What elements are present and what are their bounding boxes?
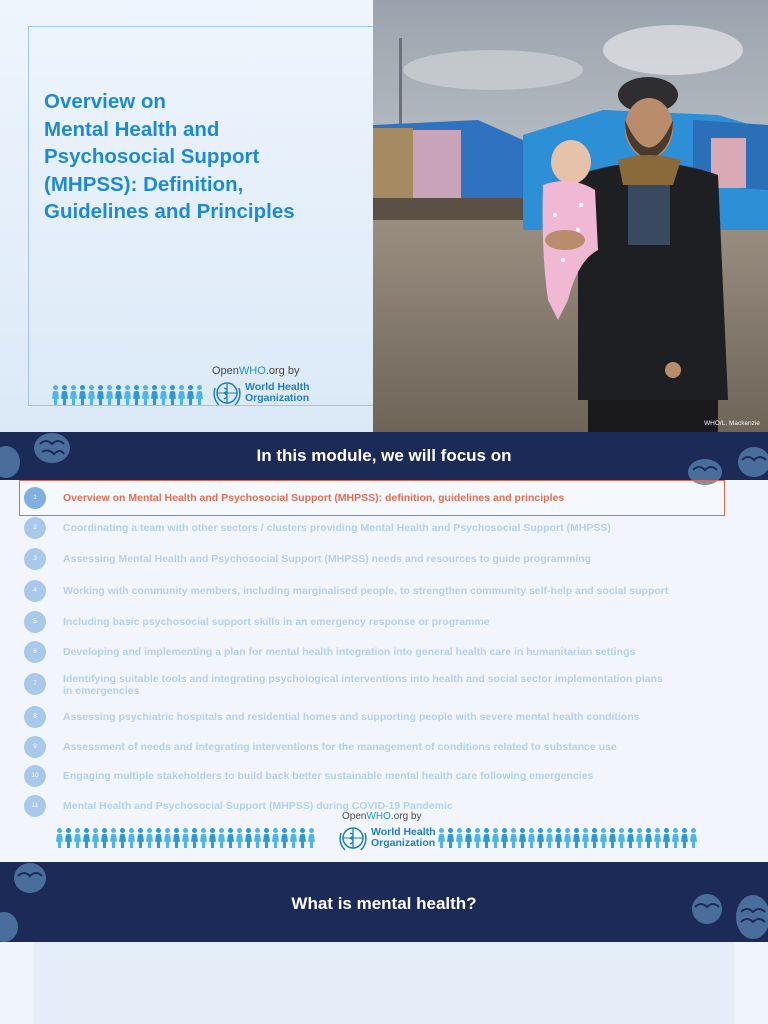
person-icon (447, 828, 454, 848)
module-number: 4 (24, 580, 46, 602)
person-icon (645, 828, 652, 848)
person-icon (690, 828, 697, 848)
person-icon (600, 828, 607, 848)
brain-icon (0, 442, 22, 482)
person-icon (663, 828, 670, 848)
person-icon (236, 828, 243, 848)
who-logo-text (245, 382, 310, 404)
person-icon (200, 828, 207, 848)
person-icon (627, 828, 634, 848)
person-icon (133, 385, 140, 405)
people-icon-row (52, 385, 203, 405)
module-item[interactable] (24, 673, 744, 703)
person-icon (465, 828, 472, 848)
person-icon (83, 828, 90, 848)
module-title: Overview on Mental Health and Psychosocial Support (MHPSS): definition, guidelines and principles (63, 492, 565, 504)
person-icon (196, 385, 203, 405)
who-logo (212, 378, 310, 408)
people-icon-row-right (438, 828, 697, 848)
title-slide (0, 0, 768, 432)
module-number: 5 (24, 611, 46, 633)
brain-icon (734, 892, 768, 942)
course-title (44, 88, 374, 226)
who-logo-line1: World Health (371, 826, 436, 838)
person-icon (52, 385, 59, 405)
module-item[interactable] (24, 765, 744, 789)
module-title: Working with community members, including marginalised people, to strengthen community self-help and social support (63, 585, 669, 597)
module-item[interactable] (24, 611, 744, 635)
module-number: 10 (24, 765, 46, 787)
module-item[interactable] (24, 736, 744, 760)
module-number: 3 (24, 548, 46, 570)
module-title: Assessing Mental Health and Psychosocial Support (MHPSS) needs and resources to guide programming (63, 553, 592, 565)
module-item[interactable] (24, 487, 744, 511)
person-icon (61, 385, 68, 405)
person-icon (492, 828, 499, 848)
module-title: Identifying suitable tools and integrating psychological interventions into health and social sector implementation plans in emergencies (63, 673, 663, 697)
person-icon (146, 828, 153, 848)
module-title: Developing and implementing a plan for mental health integration into general health care in humanitarian settings (63, 646, 636, 658)
person-icon (151, 385, 158, 405)
openwho-brand (212, 365, 299, 377)
module-number: 7 (24, 673, 46, 695)
module-number: 2 (24, 517, 46, 539)
person-icon (74, 828, 81, 848)
brain-icon (690, 892, 724, 926)
brand-org: .org (265, 365, 285, 377)
module-item[interactable] (24, 548, 744, 572)
person-icon (555, 828, 562, 848)
module-item[interactable] (24, 580, 744, 604)
person-icon (137, 828, 144, 848)
person-icon (97, 385, 104, 405)
module-number: 1 (24, 487, 46, 509)
slide-heading: In this module, we will focus on (256, 446, 512, 465)
course-title-line: (MHPSS): Definition, (44, 172, 244, 196)
brand-who: WHO (366, 811, 391, 822)
slide-heading: What is mental health? (291, 894, 477, 913)
brand-by: by (284, 365, 300, 377)
who-emblem-icon (338, 823, 368, 853)
person-icon (119, 828, 126, 848)
person-icon (65, 828, 72, 848)
person-icon (106, 385, 113, 405)
person-icon (142, 385, 149, 405)
module-title: Coordinating a team with other sectors / clusters providing Mental Health and Psychosocial Support (MHPSS) (63, 522, 611, 534)
person-icon (191, 828, 198, 848)
module-number: 11 (24, 795, 46, 817)
brand-who: WHO (238, 365, 266, 377)
photo-credit: WHO/L. Mackenzie (704, 420, 760, 427)
person-icon (70, 385, 77, 405)
person-icon (299, 828, 306, 848)
person-icon (160, 385, 167, 405)
person-icon (483, 828, 490, 848)
person-icon (272, 828, 279, 848)
module-number: 8 (24, 706, 46, 728)
person-icon (582, 828, 589, 848)
module-title: Engaging multiple stakeholders to build back better sustainable mental health care following emergencies (63, 770, 594, 782)
module-title: Including basic psychosocial support skills in an emergency response or programme (63, 616, 490, 628)
person-icon (573, 828, 580, 848)
brain-icon (736, 444, 768, 480)
person-icon (591, 828, 598, 848)
person-icon (510, 828, 517, 848)
person-icon (438, 828, 445, 848)
person-icon (618, 828, 625, 848)
person-icon (474, 828, 481, 848)
person-icon (92, 828, 99, 848)
course-title-line: Psychosocial Support (44, 145, 260, 168)
person-icon (456, 828, 463, 848)
openwho-brand (342, 811, 422, 822)
person-icon (501, 828, 508, 848)
person-icon (79, 385, 86, 405)
module-number: 9 (24, 736, 46, 758)
course-title-line: Guidelines and Principles (44, 200, 295, 223)
brand-open: Open (342, 811, 367, 822)
module-title: Assessment of needs and integrating interventions for the management of conditions related to substance use (63, 741, 617, 753)
person-icon (537, 828, 544, 848)
person-icon (182, 828, 189, 848)
person-icon (254, 828, 261, 848)
who-logo-line1: World Health (245, 381, 310, 393)
course-title-line: Mental Health and (44, 117, 220, 141)
person-icon (564, 828, 571, 848)
person-icon (218, 828, 225, 848)
person-icon (115, 385, 122, 405)
brain-icon (0, 910, 20, 944)
person-icon (636, 828, 643, 848)
person-icon (519, 828, 526, 848)
person-icon (290, 828, 297, 848)
brain-icon (12, 862, 48, 896)
who-logo-line2: Organization (245, 392, 310, 404)
course-title-line: Overview on (44, 90, 166, 113)
person-icon (128, 828, 135, 848)
person-icon (263, 828, 270, 848)
person-icon (546, 828, 553, 848)
module-title: Assessing psychiatric hospitals and residential homes and supporting people with severe mental health conditions (63, 711, 640, 723)
module-title: Mental Health and Psychosocial Support (MHPSS) during COVID-19 Pandemic (63, 800, 453, 812)
person-icon (245, 828, 252, 848)
definition-slide (0, 862, 768, 1024)
person-icon (209, 828, 216, 848)
person-icon (169, 385, 176, 405)
brand-by: by (408, 811, 422, 822)
who-emblem-icon (212, 378, 242, 408)
module-overview-slide (0, 432, 768, 862)
person-icon (173, 828, 180, 848)
person-icon (124, 385, 131, 405)
person-icon (227, 828, 234, 848)
brand-open: Open (212, 365, 239, 377)
person-icon (178, 385, 185, 405)
person-icon (88, 385, 95, 405)
person-icon (528, 828, 535, 848)
brain-icon (32, 432, 72, 466)
person-icon (155, 828, 162, 848)
person-icon (308, 828, 315, 848)
person-icon (609, 828, 616, 848)
brand-org: .org (390, 811, 409, 822)
person-icon (281, 828, 288, 848)
who-logo-line2: Organization (371, 837, 436, 849)
person-icon (164, 828, 171, 848)
person-icon (672, 828, 679, 848)
person-icon (654, 828, 661, 848)
person-icon (681, 828, 688, 848)
person-icon (56, 828, 63, 848)
person-icon (187, 385, 194, 405)
cover-photo (373, 0, 768, 432)
who-logo (338, 823, 436, 853)
person-icon (110, 828, 117, 848)
who-logo-text (371, 827, 436, 849)
module-item[interactable] (24, 706, 744, 730)
people-icon-row-left (56, 828, 315, 848)
module-item[interactable] (24, 517, 744, 541)
module-item[interactable] (24, 641, 744, 665)
content-panel (34, 942, 734, 1024)
module-number: 6 (24, 641, 46, 663)
person-icon (101, 828, 108, 848)
